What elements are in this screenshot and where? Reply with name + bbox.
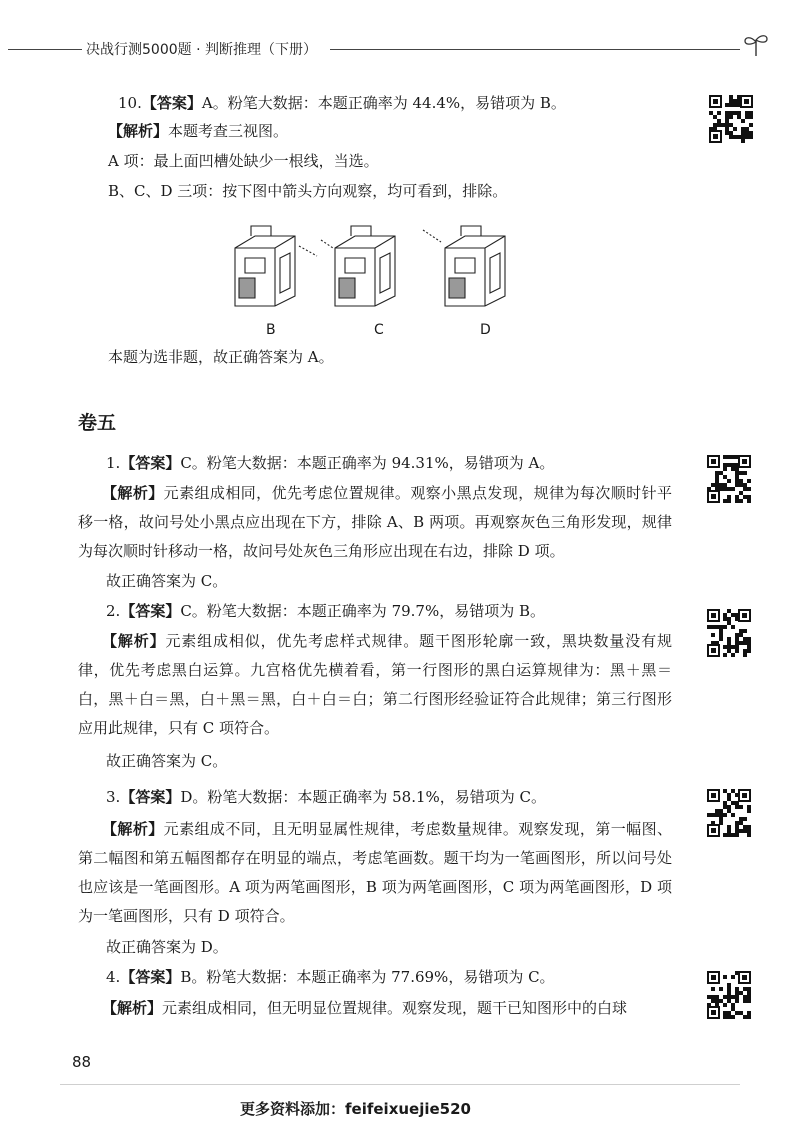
q2-analysis [78, 627, 672, 743]
footer-prefix: 更多资料添加： [240, 1100, 346, 1118]
analysis-text: 本题考查三视图。 [168, 122, 289, 140]
answer-text: D。粉笔大数据：本题正确率为 58.1%，易错项为 C。 [180, 788, 547, 806]
question-number: 4. [106, 968, 121, 986]
qr-code-icon[interactable] [708, 94, 754, 144]
q10-analysis-line [108, 120, 288, 142]
answer-text: B。粉笔大数据：本题正确率为 77.69%，易错项为 C。 [180, 968, 555, 986]
q3-answer-line [106, 786, 546, 808]
qr-code-icon[interactable] [706, 970, 752, 1020]
question-number: 2. [106, 602, 121, 620]
analysis-tag: 【解析】 [102, 632, 166, 650]
three-view-figure [225, 218, 545, 308]
q10-answer-line [118, 92, 566, 114]
q1-answer-line [106, 452, 554, 474]
q3-analysis [78, 815, 672, 931]
analysis-text: 元素组成相同，优先考虑位置规律。观察小黑点发现，规律为每次顺时针平移一格，故问号处小黑点应出现在下方，排除 A、B 两项。再观察灰色三角形发现，规律为每次顺时针移动一格，故问号处灰色三角形应出现在右边，排除 D 项。 [78, 484, 672, 560]
qr-code-icon[interactable] [706, 788, 752, 838]
q1-analysis [78, 479, 672, 566]
figure-label-b: B [266, 322, 276, 338]
answer-tag: 【答案】 [120, 968, 181, 986]
q10-option-a: A 项：最上面凹槽处缺少一根线，当选。 [108, 152, 379, 170]
footer-contact: feifeixuejie520 [345, 1100, 471, 1118]
q4-analysis [78, 994, 672, 1023]
answer-text: C。粉笔大数据：本题正确率为 79.7%，易错项为 B。 [180, 602, 546, 620]
header-rule-right [330, 49, 740, 50]
q2-conclusion: 故正确答案为 C。 [106, 752, 228, 770]
analysis-text: 元素组成不同，且无明显属性规律，考虑数量规律。观察发现，第一幅图、第二幅图和第五幅图都存在明显的端点，考虑笔画数。题干均为一笔画图形，所以问号处也应该是一笔画图形。A 项为两笔画图形，B 项为两笔画图形，C 项为两笔画图形，D 项为一笔画图形，只有 D 项符合。 [78, 820, 672, 925]
q3-conclusion: 故正确答案为 D。 [106, 938, 228, 956]
answer-tag: 【答案】 [120, 454, 181, 472]
analysis-tag: 【解析】 [102, 484, 164, 502]
qr-code-icon[interactable] [706, 608, 752, 658]
book-title: 决战行测5000题 · 判断推理（下册） [82, 39, 321, 59]
q1-conclusion: 故正确答案为 C。 [106, 572, 228, 590]
figure-drawings [225, 218, 545, 308]
question-number: 10. [118, 94, 142, 112]
footer-rule [60, 1084, 740, 1085]
q2-answer-line [106, 600, 545, 622]
qr-code-icon[interactable] [706, 454, 752, 504]
section-title: 卷五 [78, 412, 117, 434]
figure-label-c: C [374, 322, 384, 338]
q10-conclusion: 本题为选非题，故正确答案为 A。 [108, 348, 334, 366]
page-header [0, 38, 800, 60]
analysis-tag: 【解析】 [102, 820, 164, 838]
answer-tag: 【答案】 [120, 788, 181, 806]
sprout-icon [742, 32, 770, 58]
answer-tag: 【答案】 [141, 94, 202, 112]
answer-tag: 【答案】 [120, 602, 181, 620]
block-d [423, 226, 505, 306]
analysis-tag: 【解析】 [108, 122, 169, 140]
footer-note [240, 1098, 471, 1119]
question-number: 1. [106, 454, 121, 472]
answer-text: C。粉笔大数据：本题正确率为 94.31%，易错项为 A。 [180, 454, 555, 472]
analysis-tag: 【解析】 [102, 999, 163, 1017]
analysis-text: 元素组成相似，优先考虑样式规律。题干图形轮廓一致，黑块数量没有规律，优先考虑黑白运算。九宫格优先横着看，第一行图形的黑白运算规律为：黑＋黑＝白，黑＋白＝黑，白＋黑＝黑，白＋白＝白；第二行图形经验证符合此规律；第三行图形应用此规律，只有 C 项符合。 [78, 632, 672, 737]
block-b [235, 226, 317, 306]
answer-text: A。粉笔大数据：本题正确率为 44.4%，易错项为 B。 [201, 94, 566, 112]
q10-options-bcd: B、C、D 三项：按下图中箭头方向观察，均可看到，排除。 [108, 182, 508, 200]
header-rule-left [8, 49, 88, 50]
q4-answer-line [106, 966, 555, 988]
page-number: 88 [72, 1053, 92, 1071]
block-c [321, 226, 395, 306]
analysis-text: 元素组成相同，但无明显位置规律。观察发现，题干已知图形中的白球 [162, 999, 628, 1017]
question-number: 3. [106, 788, 121, 806]
figure-label-d: D [480, 322, 491, 338]
